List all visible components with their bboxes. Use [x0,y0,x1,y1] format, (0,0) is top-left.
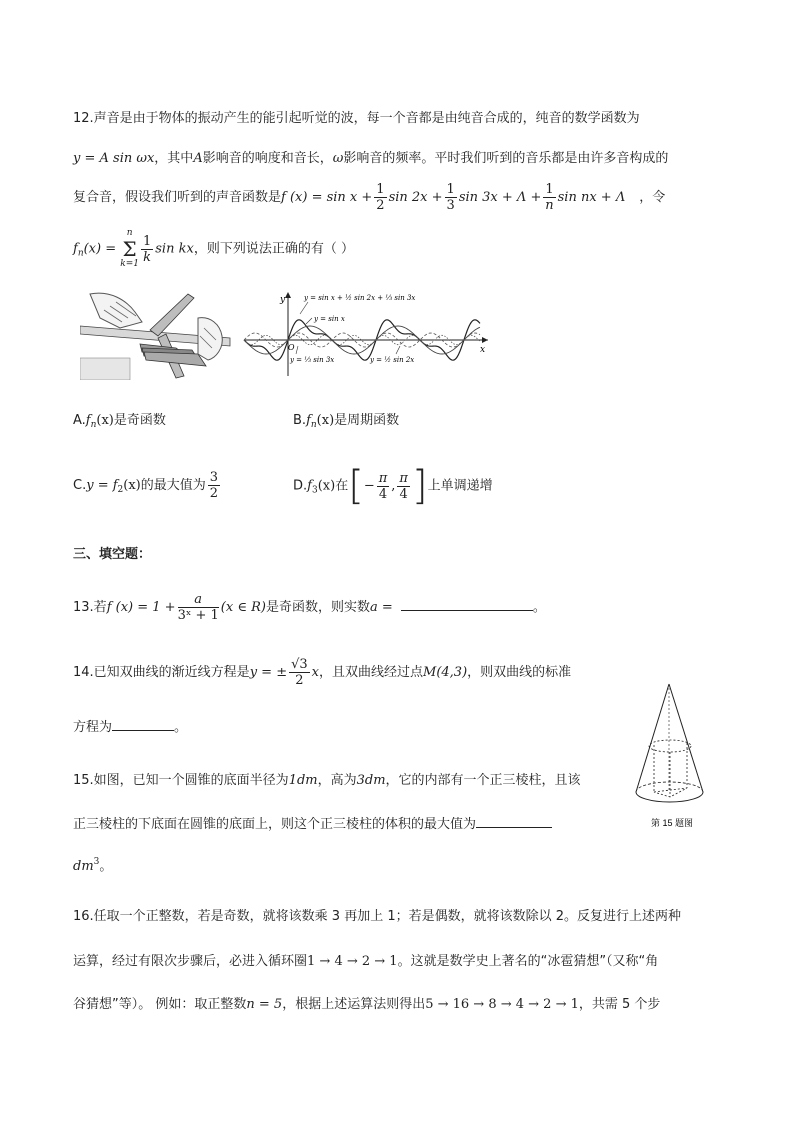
q15-line-2 [73,815,552,834]
fn-subscript: n [90,420,97,430]
sum-symbol: Σ [122,237,137,261]
q16-n: n = 5 [246,997,283,1012]
q16-line-3 [73,996,660,1014]
q16-text: 运算，经过有限次步骤后，必进入循环圈 [73,954,308,969]
origin-label: O [288,343,295,352]
fn-symbol: f [307,478,312,494]
q13-prefix: 13.若 [73,600,107,615]
q16-line-1: 16.任取一个正整数，若是奇数，就将该数乘 3 再加上 1；若是偶数，就将该数除以 2。反复进行上述两种 [73,909,682,924]
q14-x: x [311,665,319,680]
option-c-label: C. [73,478,87,493]
q14-prefix: 14.已知双曲线的渐近线方程是 [73,665,250,680]
q15-unit-exponent: 3 [93,857,100,867]
fn-subscript: n [77,248,84,259]
leader-line [300,302,308,314]
q16-text: ，根据上述运算法则得出 [282,997,426,1012]
q12-sound-function: f (x) = sin x + [281,190,373,205]
option-d-text: 上单调递增 [427,478,493,494]
fn-symbol: f [73,241,78,257]
q15-line-3 [73,853,112,876]
fraction-three-halves [208,470,220,501]
cone-left-edge [636,684,669,792]
sum-lower: k=1 [120,259,139,269]
cone-right-edge [669,684,703,792]
right-bracket: ] [411,463,428,509]
option-b-text: 是周期函数 [334,413,400,428]
q15-text: ，它的内部有一个正三棱柱，且该 [385,773,581,788]
x-axis-arrow-icon [482,337,488,343]
q14-text: ，则双曲线的标准 [467,665,572,680]
numerator: π [378,470,388,486]
fn-symbol: f [85,413,91,428]
q16-text: 。这就是数学史上著名的“冰雹猜想”（又称“角 [397,954,659,969]
figure-caption: 第 15 题图 [651,818,694,828]
option-a-label: A. [73,413,86,428]
denominator: 4 [378,486,388,502]
q16-text: ，共需 5 个步 [578,997,661,1012]
subscript: 2 [117,485,124,495]
option-c-math: y = f [86,478,118,493]
numerator: a [178,592,219,608]
denominator: 4 [399,486,408,502]
fn-subscript: n [310,420,317,430]
option-d-text: 在 [335,478,349,494]
option-a-text: 是奇函数 [113,413,166,428]
q13-var: a = [369,600,393,615]
label-half-curve: y = ½ sin 2x [370,356,415,364]
q16-cycle: 1 → 4 → 2 → 1 [307,954,398,969]
y-axis-label: y [280,295,286,305]
q12-text: 影响音的响度和音长， [202,151,333,166]
q15-radius: 1dm [288,773,318,788]
fraction-neg-pi-over-4 [377,471,390,502]
q15-text: ，高为 [317,773,357,788]
fn-symbol: f [306,413,311,428]
q12-term: sin nx + Λ [557,190,626,205]
option-a[interactable] [73,412,166,434]
q12-vibration-illustration [80,288,232,380]
q15-end: 。 [99,859,113,874]
q15-answer-blank[interactable] [476,815,552,828]
denominator: 3ˣ + 1 [177,608,219,623]
numerator: 1 [545,182,554,197]
q15-line-1 [73,772,581,790]
q13-end: 。 [532,600,546,615]
q12-waveform-graph [236,288,492,378]
option-c-text: 的最大值为 [140,478,206,493]
fn-arg: (x) [316,413,335,428]
q14-point: M(4,3) [423,665,468,680]
q15-cone-figure [630,680,710,830]
fraction-pi-over-4 [397,471,410,502]
numerator: π [399,470,408,486]
fraction-one-over-k [141,234,153,265]
q12-term: sin 3x + Λ + [458,190,542,205]
q12-var-a: A [193,151,203,166]
q13-text: 是奇函数，则实数 [265,600,370,615]
fraction-third [445,182,457,213]
sum-upper: n [126,228,133,238]
q12-line-1: 12.声音是由于物体的振动产生的能引起听觉的波，每一个音都是由纯音合成的，纯音的数学函数为 [73,111,640,126]
q14-line-2 [73,718,187,737]
cone-base-back [636,782,703,792]
q14-answer-blank[interactable] [112,718,174,731]
prism-base [654,788,687,797]
denominator: 2 [376,198,385,213]
q12-var-omega: ω [332,151,344,166]
q16-text: 谷猜想”等）。 例如：取正整数 [73,997,247,1012]
q12-eq: (x) = [83,241,117,257]
q12-pure-tone-formula: y = A sin ωx [73,151,155,166]
q13-answer-blank[interactable] [401,598,533,611]
option-b[interactable] [293,412,399,434]
denominator: 2 [209,486,219,501]
q12-line-4 [73,228,354,274]
q14-text: ，且双曲线经过点 [319,665,424,680]
fraction-half [374,182,386,213]
label-sin-curve: y = sin x [314,315,345,323]
label-third-curve: y = ⅓ sin 3x [290,356,335,364]
q15-height: 3dm [356,773,386,788]
q13-function: f (x) = 1 + [106,600,176,615]
section-title: 三、填空题： [73,547,152,562]
q13-line [73,588,546,628]
q14-asymptote: y = ± [249,665,288,680]
fraction-one-over-n [543,182,555,213]
numerator: 1 [142,233,152,249]
option-d-label: D. [293,478,308,494]
fn-arg: (x) [123,478,141,493]
q13-domain: (x ∈ R) [220,600,266,615]
denominator: 2 [295,673,304,688]
denominator: 3 [446,198,455,213]
option-b-label: B. [293,413,307,428]
q15-unit: dm [73,859,94,874]
numerator: 3 [209,470,219,485]
fn-arg: (x) [96,413,114,428]
leader-line [396,346,400,354]
x-axis-label: x [480,345,486,355]
q14-line-1 [73,653,571,693]
numerator: √3 [291,657,308,672]
q12-text: 影响音的频率。平时我们听到的音乐都是由许多音构成的 [343,151,669,166]
denominator: k [143,249,152,265]
q12-text: ，则下列说法正确的有（ ） [193,241,354,257]
q12-text: ，令 [639,190,666,205]
fraction-sqrt3-over-2 [289,657,310,688]
q12-line-2 [73,150,668,168]
q12-text: 复合音，假设我们听到的声音函数是 [73,190,282,205]
q12-text: ，其中 [154,151,194,166]
numerator: 1 [446,182,455,197]
fraction-a-over-3x-plus-1 [178,592,219,623]
option-c[interactable] [73,466,222,510]
option-d[interactable]: $D.f_3(x)$在[− $\frac{\pi}{4}$ , $\frac{\pi}{4}$ ]上单调递增 [293,463,493,509]
y-axis-arrow-icon [285,292,291,298]
q12-term: sin 2x + [388,190,443,205]
leader-line [296,346,298,354]
left-bracket: [ [348,463,364,509]
subscript: 3 [311,485,318,496]
q14-end: 。 [174,720,188,735]
fn-arg: (x) [317,478,336,494]
q12-line-3 [73,180,665,216]
numerator: 1 [376,182,385,197]
summation [120,228,139,270]
label-sum-curve: y = sin x + ½ sin 2x + ⅓ sin 3x [304,294,416,302]
q14-text: 方程为 [73,720,113,735]
q12-term: sin kx [155,241,194,257]
q15-text: 15.如图，已知一个圆锥的底面半径为 [73,773,289,788]
q16-sequence: 5 → 16 → 8 → 4 → 2 → 1 [425,997,579,1012]
q16-line-2 [73,953,658,971]
leader-line [306,318,312,324]
prism-top-circle [649,740,691,752]
denominator: n [545,198,554,213]
q15-text: 正三棱柱的下底面在圆锥的底面上，则这个正三棱柱的体积的最大值为 [73,817,477,832]
